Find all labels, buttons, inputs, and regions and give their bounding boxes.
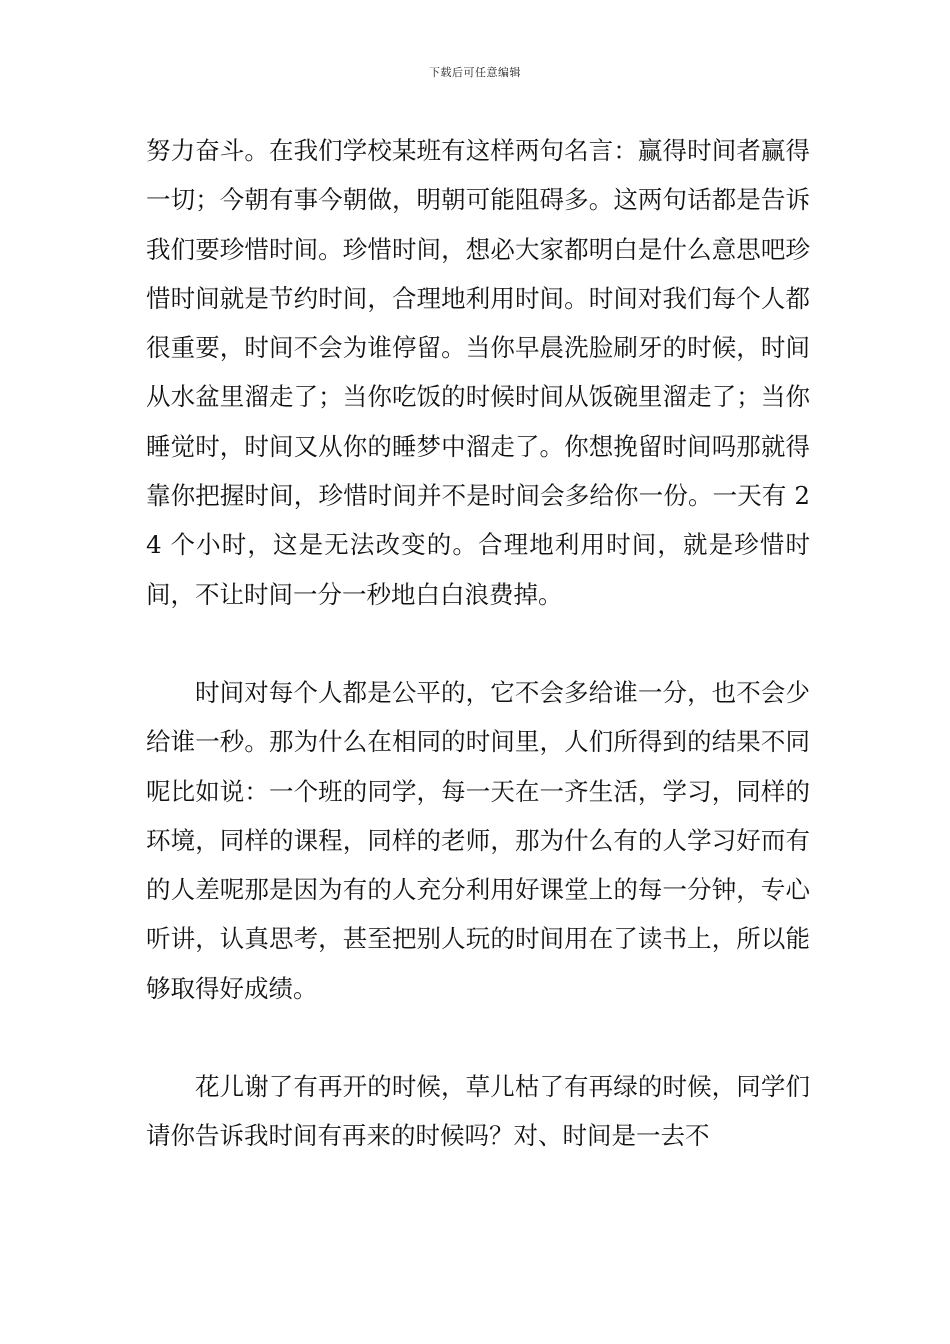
paragraph-gap (146, 619, 810, 668)
paragraph-1: 努力奋斗。在我们学校某班有这样两句名言：赢得时间者赢得一切；今朝有事今朝做，明朝可能阻碍多。这两句话都是告诉我们要珍惜时间。珍惜时间，想必大家都明白是什么意思吧珍惜时间就是节约时间，合理地利用时间。时间对我们每个人都很重要，时间不会为谁停留。当你早晨洗脸刷牙的时候，时间从水盆里溜走了；当你吃饭的时候时间从饭碗里溜走了；当你睡觉时，时间又从你的睡梦中溜走了。你想挽留时间吗那就得靠你把握时间，珍惜时间并不是时间会多给你一份。一天有 24 个小时，这是无法改变的。合理地利用时间，就是珍惜时间，不让时间一分一秒地白白浪费掉。 (146, 136, 810, 609)
document-body (146, 126, 810, 1161)
paragraph-gap (146, 1013, 810, 1062)
paragraph-2: 时间对每个人都是公平的，它不会多给谁一分，也不会少给谁一秒。那为什么在相同的时间里，人们所得到的结果不同呢比如说：一个班的同学，每一天在一齐生活，学习，同样的环境，同样的课程，同样的老师，那为什么有的人学习好而有的人差呢那是因为有的人充分利用好课堂上的每一分钟，专心听讲，认真思考，甚至把别人玩的时间用在了读书上，所以能够取得好成绩。 (146, 677, 810, 1003)
page-header-note: 下载后可任意编辑 (429, 66, 521, 79)
paragraph-3: 花儿谢了有再开的时候，草儿枯了有再绿的时候，同学们请你告诉我时间有再来的时候吗？对、时间是一去不 (146, 1072, 810, 1151)
